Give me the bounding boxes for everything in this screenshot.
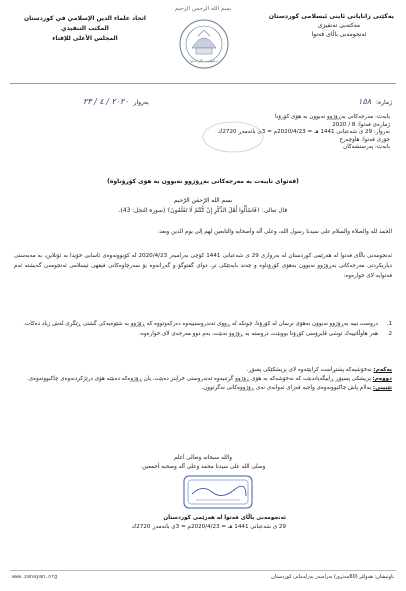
condition-item — [14, 375, 392, 384]
header-arabic — [10, 14, 160, 44]
header-divider — [10, 83, 396, 84]
ruling-number: 2. — [386, 330, 392, 337]
org-name-kurdish: یەکێتی زانایانی ئاینی ئیسلامی کوردستان — [268, 13, 394, 20]
closing-line-1: والله سبحانه وتعالى أعلم — [174, 455, 232, 461]
fatwa-number: ژمارەی فەتوا: 8 / 2020 — [332, 121, 390, 128]
council-name-arabic: المجلس الأعلى للإفتاء — [52, 35, 118, 42]
basmala: بسم الله الرّحمٰن الرّحيم — [173, 198, 233, 204]
intro-paragraph: ئەنجومەنی باڵای فەتوا لە هەرێمی كوردستان لە بەرواری 29 ی شەعبانی 1441 كۆچی بەرامبەر 2020/4/23 لە كۆبوونەوەی ئاسایی خۆیدا بە ئۆنلاین، بە مەبەستی دیاریكردنی مەرجەكانی بەڕۆژوو نەبوون بەهۆی كۆرۆناوە و چەند بابەتێكی تر، دوای گفتوگۆ و گەڕانەوە بۆ سەرچاوەكانی فیقهی ئیسلامی ئەنجومەن گەیشتە ئەم فەتوایە لای خوارەوە: — [14, 253, 393, 279]
header-kurdish — [244, 12, 394, 39]
fatwa-date: بەروار: 29 ی شەعبانی 1441 هـ = 2020/4/23م = 3ی بانەمەڕ 2720ك — [217, 129, 390, 136]
fatwa-rulings — [14, 320, 392, 340]
opening-praise: الحمد لله والصلاة والسلام على سيدنا رسول الله، وعلى آله وأصحابه والتابعين لهم إلى يوم الدين وبعد: — [157, 229, 392, 235]
footer-address: ناونیشان: هەولێر (60مەتری) بەرامبەر پەرلەمانی كوردستان — [271, 574, 394, 580]
signature-block — [86, 514, 286, 532]
date-label: بەروار — [133, 99, 149, 106]
office-name-arabic: المكتب التنفيذي — [61, 25, 109, 32]
closing-line-2: وصلى الله على سيدنا محمد وعلى آله وصحبه أجمعين. — [140, 464, 266, 470]
conditions-list — [14, 366, 392, 393]
ruling-text: هەر هاوڵاتییەك توشی ڤایرۆسی كۆرۆنا بووبێت، دروستە بە ڕۆژوو نەبێت، بەم دوو مەرجەی لای خوارەوە: — [139, 330, 378, 337]
fatwa-type: جۆری فەتوا: هاوچەرخ — [339, 136, 390, 143]
svg-text:ئەنجومەنی باڵای فەتوا: ئەنجومەنی باڵای فەتوا — [190, 59, 218, 63]
subject-label: بابەت: — [375, 114, 390, 120]
office-name-kurdish: مەکتەبی تەنفیزی — [317, 22, 361, 29]
note-text: بەلام پاش چاكبوونەوەی واجبە قەزای ئەوانەی نەی ڕۆژووەكانی نەگرتوون. — [201, 385, 372, 391]
note-label: تێبینی: — [372, 385, 392, 391]
faded-stamp — [198, 118, 268, 156]
ruling-item — [14, 320, 392, 330]
ruling-item — [14, 330, 392, 340]
council-name-kurdish: ئەنجومەنی باڵای فەتوا — [311, 31, 367, 38]
ruling-number: 1. — [386, 321, 392, 327]
org-name-arabic: اتحاد علماء الدين الإسلامي في كوردستان — [23, 15, 146, 22]
condition-text: پزیشكی پسپۆڕ ڕاییگەیاندبێت كە نەخۆشەكە بە هۆی ڕۆژوو گرتنیەوە تەندروستی خراپتر دەبێت، یان ڕۆژوەكە دەبێتە هۆی درێژكردنەوەی چاكبوونەوەی. — [27, 376, 371, 382]
basmala-calligraphy: بسم الله الرحمن الرحيم — [174, 6, 232, 12]
condition-label: یەكەم: — [373, 367, 392, 373]
fatwa-topic: بابەت: پەرستشەكان — [343, 144, 390, 151]
ruling-text: دروست نییە بەڕۆژوو نەبوون بەهۆی ترسان لە كۆرۆنا، چونكە لە ڕووی تەندروستییەوە دەركەوتووە كە ڕۆژوو بە شێوەیەكی گشتی ڕێگری لەش زیاد دەكات. — [23, 321, 378, 327]
document-number — [355, 97, 392, 106]
condition-label: دووەم: — [372, 376, 392, 382]
note-item — [14, 384, 392, 393]
number-label: ژمارە: — [375, 99, 392, 106]
footer-website[interactable]: www.zanayan.org — [12, 574, 58, 580]
date-value: ٢٠٢٠ / ٤ / ٢٣ — [83, 97, 129, 106]
subject-text: مەرجەكانی بەڕۆژوو نەبوون بە هۆی كۆرۆنا — [275, 114, 374, 120]
number-value: ١٥٨ — [358, 97, 372, 106]
document-date — [80, 97, 149, 106]
signature-date: 29 ی شەعبانی 1441 هـ = 2020/4/23م = 3ی بانەمەڕ 2720ك — [131, 524, 286, 531]
closing-prayer — [60, 454, 346, 472]
condition-item — [14, 366, 392, 375]
quran-verse: قال تعالى: ﴿فَاسْأَلُوا أَهْلَ الذِّكْرِ إِنْ كُنْتُمْ لَا تَعْلَمُونَ﴾ (سورة النحل: 43). — [118, 208, 288, 214]
council-logo — [178, 18, 230, 70]
official-stamp — [182, 472, 254, 512]
condition-text: نەخۆشیەكە پشتڕاست كرابێتەوە لای پزیشكێكی پسۆڕ. — [246, 367, 372, 373]
fatwa-title: (فەتوای تایبەت بە مەرجەكانی بەڕۆژوو نەبوون بە هۆی كۆرۆناوە) — [107, 178, 299, 185]
signatory: ئەنجومەنی باڵای فەتوا لە هەرێمی كوردستان — [163, 515, 286, 521]
